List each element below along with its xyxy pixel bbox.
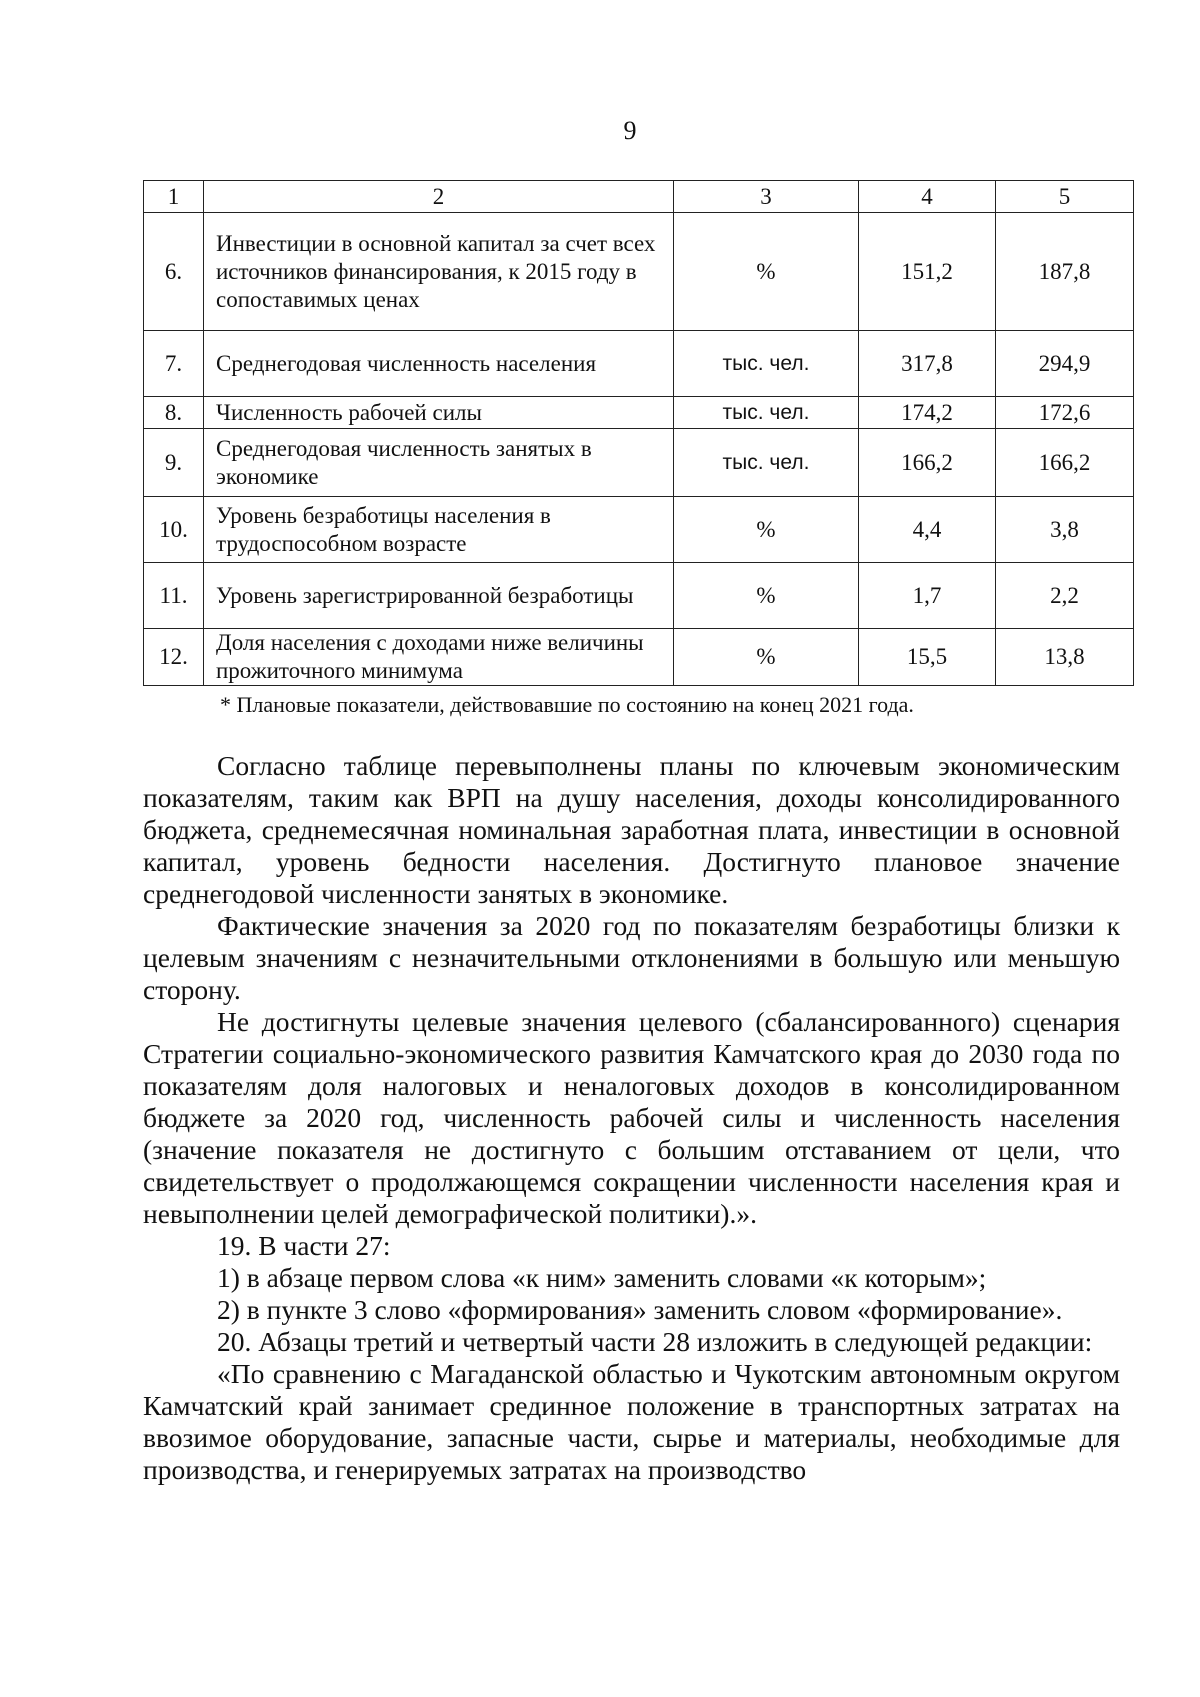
indicator-name: Среднегодовая численность занятых в экономике (204, 429, 674, 497)
table-header-cell: 3 (674, 181, 859, 213)
table-row (144, 397, 1134, 429)
row-number: 6. (144, 213, 204, 331)
table-header-row (144, 181, 1134, 213)
indicator-name: Уровень зарегистрированной безработицы (204, 563, 674, 629)
value-col5: 172,6 (996, 397, 1134, 429)
value-col4: 15,5 (859, 629, 996, 686)
table-row (144, 331, 1134, 397)
table-header-cell: 2 (204, 181, 674, 213)
paragraph: Не достигнуты целевые значения целевого (сбалансированного) сценария Стратегии социально-экономического развития Камчатского края до 2030 года по показателям доля налоговых и неналоговых доходов в консолидированном бюджете за 2020 год, численность рабочей силы и численность населения (значение показателя не достигнуто с большим отставанием от цели, что свидетельствует о продолжающемся сокращении численности населения края и невыполнении целей демографической политики).». (143, 1006, 1120, 1229)
indicator-name: Доля населения с доходами ниже величины прожиточного минимума (204, 629, 674, 686)
table-header-cell: 4 (859, 181, 996, 213)
value-col4: 1,7 (859, 563, 996, 629)
indicator-name: Численность рабочей силы (204, 397, 674, 429)
paragraph: 20. Абзацы третий и четвертый части 28 изложить в следующей редакции: (217, 1326, 1093, 1357)
table-header-cell: 1 (144, 181, 204, 213)
unit: % (674, 497, 859, 563)
value-col4: 166,2 (859, 429, 996, 497)
value-col5: 3,8 (996, 497, 1134, 563)
row-number: 10. (144, 497, 204, 563)
row-number: 12. (144, 629, 204, 686)
indicator-name: Инвестиции в основной капитал за счет всех источников финансирования, к 2015 году в сопоставимых ценах (204, 213, 674, 331)
paragraph: Согласно таблице перевыполнены планы по ключевым экономическим показателям, таким как ВРП на душу населения, доходы консолидированного бюджета, среднемесячная номинальная заработная плата, инвестиции в основной капитал, уровень бедности населения. Достигнуто плановое значение среднегодовой численности занятых в экономике. (143, 750, 1120, 909)
paragraph: «По сравнению с Магаданской областью и Чукотским автономным округом Камчатский край занимает срединное положение в транспортных затратах на ввозимое оборудование, запасные части, сырье и материалы, необходимые для производства, и генерируемых затратах на производство (143, 1358, 1120, 1485)
row-number: 8. (144, 397, 204, 429)
unit: % (674, 629, 859, 686)
row-number: 7. (144, 331, 204, 397)
table-row (144, 629, 1134, 686)
table-row (144, 429, 1134, 497)
paragraph: Фактические значения за 2020 год по показателям безработицы близки к целевым значениям с незначительными отклонениями в большую или меньшую сторону. (143, 910, 1120, 1005)
value-col5: 294,9 (996, 331, 1134, 397)
unit: % (674, 563, 859, 629)
value-col4: 174,2 (859, 397, 996, 429)
table-row (144, 563, 1134, 629)
paragraph: 2) в пункте 3 слово «формирования» заменить словом «формирование». (217, 1294, 1063, 1325)
unit: тыс. чел. (674, 397, 859, 429)
body-text (143, 750, 1120, 1486)
indicator-name: Среднегодовая численность населения (204, 331, 674, 397)
table-header-cell: 5 (996, 181, 1134, 213)
unit: % (674, 213, 859, 331)
indicator-name: Уровень безработицы населения в трудоспособном возрасте (204, 497, 674, 563)
unit: тыс. чел. (674, 429, 859, 497)
value-col5: 2,2 (996, 563, 1134, 629)
indicators-table (143, 180, 1134, 686)
page-number: 9 (623, 116, 637, 145)
unit: тыс. чел. (674, 331, 859, 397)
paragraph: 19. В части 27: (217, 1230, 391, 1261)
table-row (144, 497, 1134, 563)
value-col5: 13,8 (996, 629, 1134, 686)
value-col4: 4,4 (859, 497, 996, 563)
table-row (144, 213, 1134, 331)
value-col5: 187,8 (996, 213, 1134, 331)
value-col5: 166,2 (996, 429, 1134, 497)
value-col4: 151,2 (859, 213, 996, 331)
paragraph: 1) в абзаце первом слова «к ним» заменить словами «к которым»; (217, 1262, 987, 1293)
row-number: 11. (144, 563, 204, 629)
value-col4: 317,8 (859, 331, 996, 397)
row-number: 9. (144, 429, 204, 497)
table-footnote: * Плановые показатели, действовавшие по состоянию на конец 2021 года. (220, 692, 914, 717)
